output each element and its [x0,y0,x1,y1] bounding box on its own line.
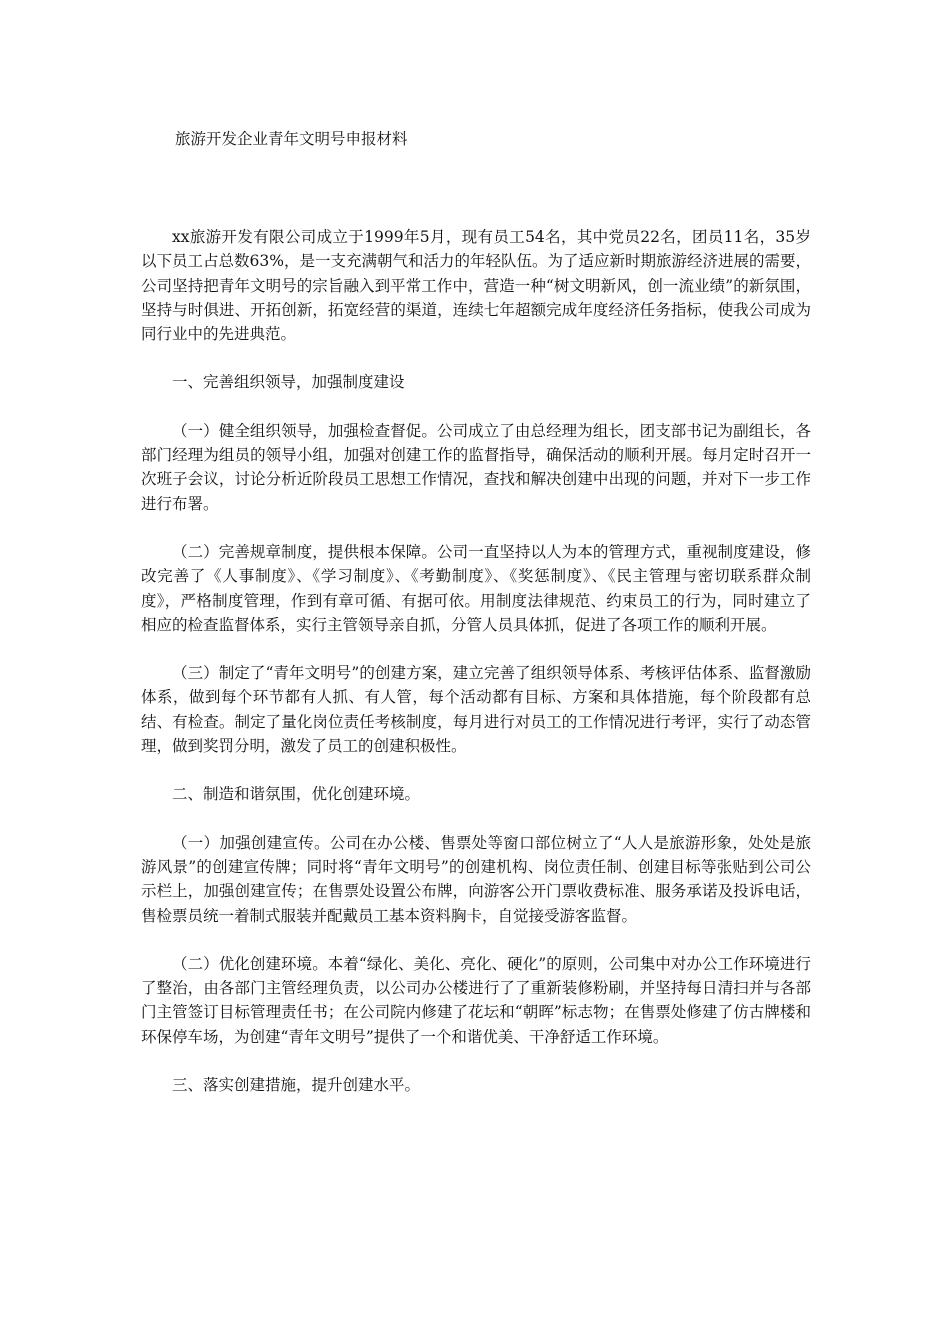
body-paragraph-1-2: （二）完善规章制度，提供根本保障。公司一直坚持以人为本的管理方式，重视制度建设，修改完善了《人事制度》、《学习制度》、《考勤制度》、《奖惩制度》、《民主管理与密切联系群众制度》，严格制度管理，作到有章可循、有据可依。用制度法律规范、约束员工的行为，同时建立了相应的检查监督体系，实行主管领导亲自抓，分管人员具体抓，促进了各项工作的顺利开展。 [141,542,811,634]
body-paragraph-1-3: （三）制定了“青年文明号”的创建方案，建立完善了组织领导体系、考核评估体系、监督激励体系，做到每个环节都有人抓、有人管，每个活动都有目标、方案和具体措施，每个阶段都有总结、有检查。制定了量化岗位责任考核制度，每月进行对员工的工作情况进行考评，实行了动态管理，做到奖罚分明，激发了员工的创建积极性。 [141,664,811,756]
intro-paragraph: xx旅游开发有限公司成立于1999年5月，现有员工54名，其中党员22名，团员11名，35岁以下员工占总数63%，是一支充满朝气和活力的年轻队伍。为了适应新时期旅游经济进展的需要，公司坚持把青年文明号的宗旨融入到平常工作中，营造一种“树文明新风，创一流业绩”的新氛围，坚持与时俱进、开拓创新，拓宽经营的渠道，连续七年超额完成年度经济任务指标，使我公司成为同行业中的先进典范。 [141,228,811,344]
body-paragraph-2-2: （二）优化创建环境。本着“绿化、美化、亮化、硬化”的原则，公司集中对办公工作环境进行了整治，由各部门主管经理负责，以公司办公楼进行了了重新装修粉刷，并坚持每日清扫并与各部门主管签订目标管理责任书；在公司院内修建了花坛和“朝晖”标志物；在售票处修建了仿古牌楼和环保停车场，为创建“青年文明号”提供了一个和谐优美、干净舒适工作环境。 [141,954,811,1046]
document-title: 旅游开发企业青年文明号申报材料 [175,130,408,148]
body-paragraph-2-1: （一）加强创建宣传。公司在办公楼、售票处等窗口部位树立了“人人是旅游形象，处处是旅游风景”的创建宣传牌；同时将“青年文明号”的创建机构、岗位责任制、创建目标等张贴到公司公示栏上，加强创建宣传；在售票处设置公布牌，向游客公开门票收费标准、服务承诺及投诉电话，售检票员统一着制式服装并配戴员工基本资料胸卡，自觉接受游客监督。 [141,833,811,925]
section-heading-1: 一、完善组织领导，加强制度建设 [172,373,405,392]
section-heading-2: 二、制造和谐氛围，优化创建环境。 [172,785,421,804]
body-paragraph-1-1: （一）健全组织领导，加强检查督促。公司成立了由总经理为组长，团支部书记为副组长，各部门经理为组员的领导小组，加强对创建工作的监督指导，确保活动的顺利开展。每月定时召开一次班子会议，讨论分析近阶段员工思想工作情况，查找和解决创建中出现的问题，并对下一步工作进行布署。 [141,421,811,513]
section-heading-3: 三、落实创建措施，提升创建水平。 [172,1076,421,1095]
document-body [141,225,811,1121]
